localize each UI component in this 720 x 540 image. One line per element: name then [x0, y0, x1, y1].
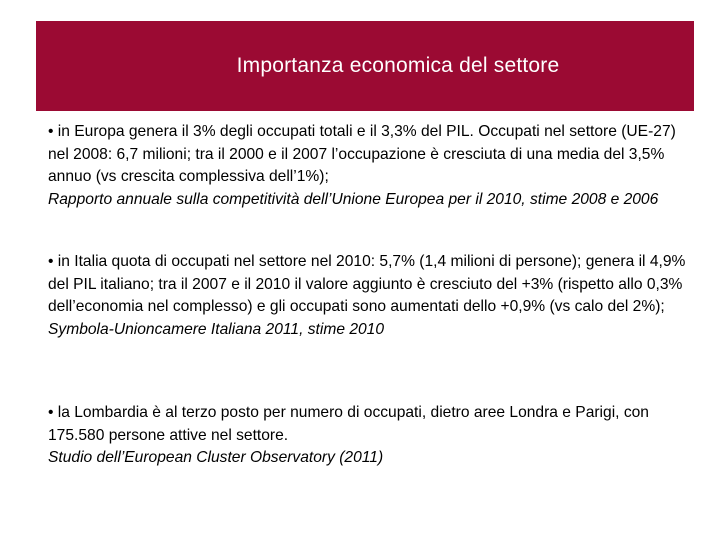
paragraph-italy: [48, 251, 694, 341]
paragraph-text: • la Lombardia è al terzo posto per numero di occupati, dietro aree Londra e Parigi, con 175.580 persone attive nel settore.: [48, 404, 649, 444]
paragraph-europe: [48, 121, 694, 211]
paragraph-source: Studio dell’European Cluster Observatory (2011): [48, 449, 384, 466]
paragraph-source: Rapporto annuale sulla competitività dell’Unione Europea per il 2010, stime 2008 e 2006: [48, 190, 659, 208]
paragraph-text: • in Italia quota di occupati nel settore nel 2010: 5,7% (1,4 milioni di persone); genera il 4,9% del PIL italiano; tra il 2007 e il 2010 il valore aggiunto è cresciuto del +3% (rispetto allo 0,3% dell’economia nel complesso) e gli occupati sono aumentati dello +0,9% (vs calo del 2%);: [48, 253, 686, 315]
title-banner: [36, 21, 694, 111]
slide-title: Importanza economica del settore: [236, 54, 560, 77]
paragraph-lombardia: [48, 402, 694, 470]
paragraph-text: • in Europa genera il 3% degli occupati totali e il 3,3% del PIL. Occupati nel settore (UE-27) nel 2008: 6,7 milioni; tra il 2000 e il 2007 l’occupazione è cresciuta di una media del 3,5% annuo (vs crescita complessiva dell’1%);: [48, 123, 676, 185]
paragraph-source: Symbola-Unioncamere Italiana 2011, stime 2010: [48, 320, 385, 338]
